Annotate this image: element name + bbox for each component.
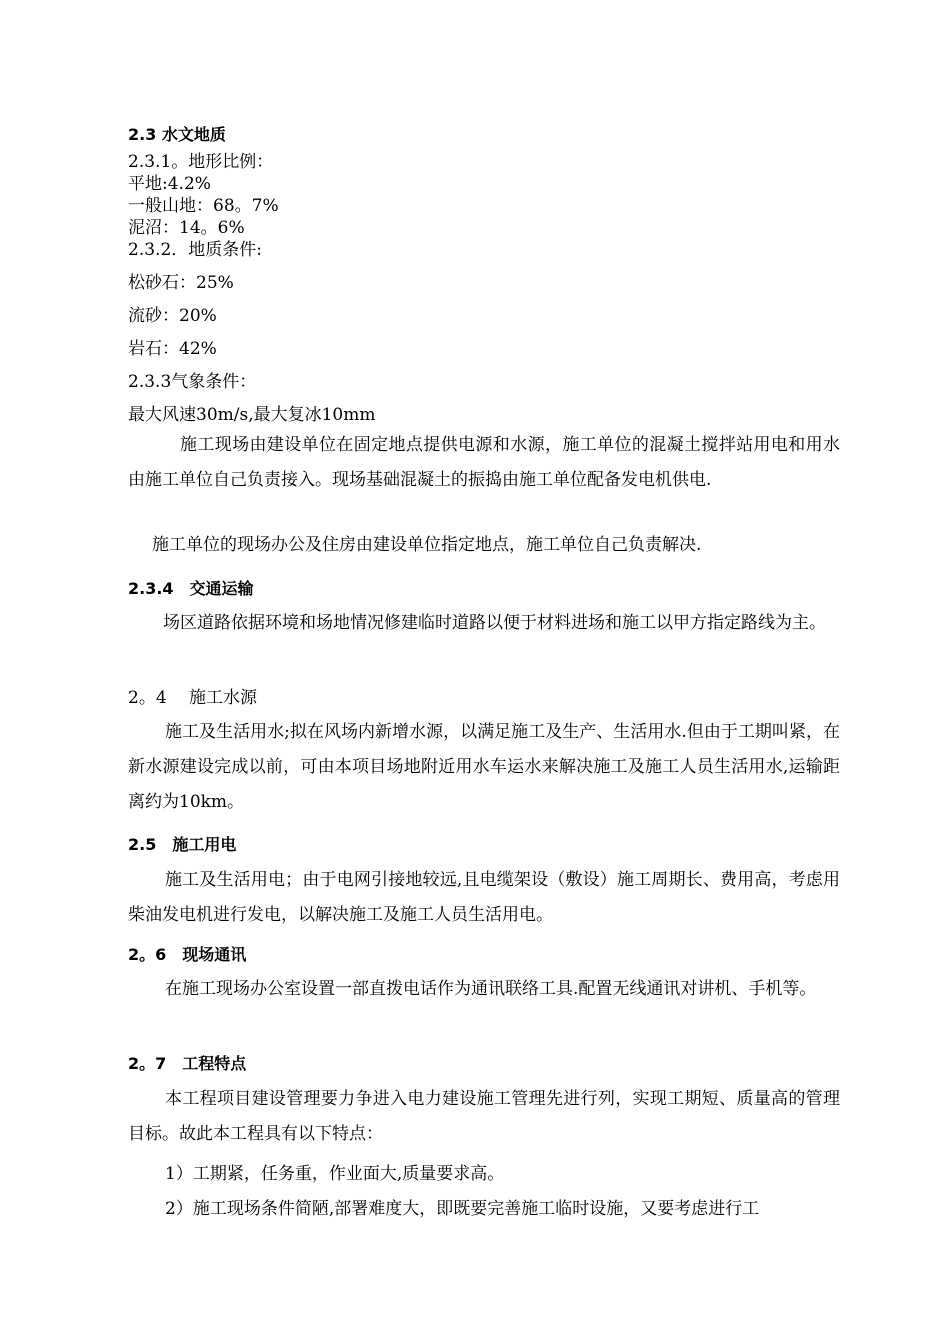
- paragraph-features: 本工程项目建设管理要力争进入电力建设施工管理先进行列，实现工期短、质量高的管理目标。故此本工程具有以下特点：: [128, 1089, 840, 1144]
- feature-item-2: 2）施工现场条件简陋,部署难度大，即既要完善施工临时设施，又要考虑进行工: [165, 1199, 760, 1219]
- geology-item-loose-sandstone: 松砂石：25%: [128, 273, 234, 293]
- paragraph-office: 施工单位的现场办公及住房由建设单位指定地点，施工单位自己负责解决.: [152, 535, 702, 555]
- heading-2-5: 2.5 施工用电: [128, 835, 237, 854]
- heading-2-4: 2。4 施工水源: [128, 688, 258, 708]
- terrain-item-marsh: 泥沼：14。6%: [128, 218, 245, 238]
- heading-2-3-4: 2.3.4 交通运输: [128, 579, 254, 598]
- paragraph-transport: 场区道路依据环境和场地情况修建临时道路以便于材料进场和施工以甲方指定路线为主。: [163, 613, 826, 633]
- paragraph-water-source: 施工及生活用水;拟在风场内新增水源，以满足施工及生产、生活用水.但由于工期叫紧，在新水源建设完成以前，可由本项目场地附近用水车运水来解决施工及施工人员生活用水,运输距离约为10km。: [128, 722, 840, 812]
- paragraph-power-supply: 施工及生活用电；由于电网引接地较远,且电缆架设（敷设）施工周期长、费用高，考虑用柴油发电机进行发电，以解决施工及施工人员生活用电。: [128, 870, 840, 925]
- terrain-title: 2.3.1。地形比例：: [128, 152, 274, 172]
- weather-title: 2.3.3气象条件：: [128, 372, 257, 392]
- paragraph-power-water: 施工现场由建设单位在固定地点提供电源和水源，施工单位的混凝土搅拌站用电和用水由施工单位自己负责接入。现场基础混凝土的振捣由施工单位配备发电机供电.: [128, 435, 840, 490]
- geology-item-quicksand: 流砂：20%: [128, 306, 217, 326]
- feature-item-1: 1）工期紧，任务重，作业面大,质量要求高。: [165, 1164, 505, 1184]
- terrain-item-flat: 平地:4.2%: [128, 174, 211, 194]
- paragraph-communication: 在施工现场办公室设置一部直拨电话作为通讯联络工具.配置无线通讯对讲机、手机等。: [165, 979, 817, 999]
- heading-2-3: 2.3 水文地质: [128, 125, 226, 144]
- geology-item-rock: 岩石：42%: [128, 339, 217, 359]
- heading-2-7: 2。7 工程特点: [128, 1054, 247, 1073]
- terrain-item-mountain: 一般山地：68。7%: [128, 196, 279, 216]
- geology-title: 2.3.2．地质条件:: [128, 240, 262, 260]
- heading-2-6: 2。6 现场通讯: [128, 945, 247, 964]
- weather-text: 最大风速30m/s,最大复冰10mm: [128, 405, 376, 425]
